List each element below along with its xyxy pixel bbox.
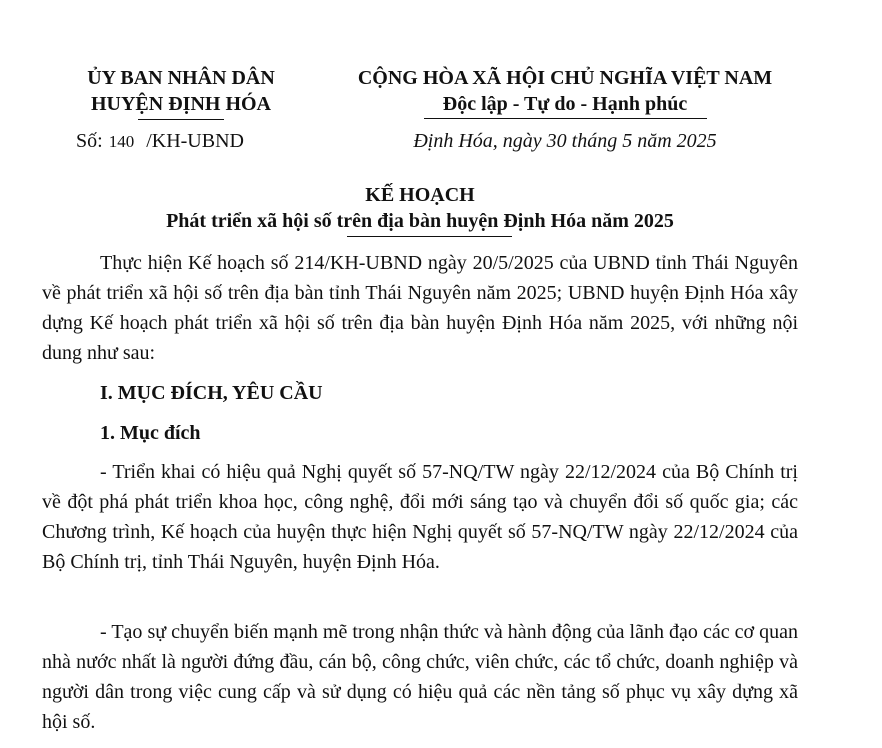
national-title: CỘNG HÒA XÃ HỘI CHỦ NGHĨA VIỆT NAM <box>357 67 773 89</box>
section-heading-1: I. MỤC ĐÍCH, YÊU CẦU <box>100 382 323 404</box>
subtitle-underline <box>347 236 512 237</box>
document-title: KẾ HOẠCH <box>365 184 475 206</box>
intro-paragraph: Thực hiện Kế hoạch số 214/KH-UBND ngày 20/5/2025 của UBND tỉnh Thái Nguyên về phát triển xã hội số trên địa bàn tỉnh Thái Nguyên năm 2025; UBND huyện Định Hóa xây dựng Kế hoạch phát triển xã hội số trên địa bàn huyện Định Hóa năm 2025, với những nội dung như sau: <box>42 252 798 364</box>
document-number <box>76 128 244 155</box>
national-motto: Độc lập - Tự do - Hạnh phúc <box>442 93 688 115</box>
document-number-value: 140 <box>108 132 135 151</box>
agency-underline <box>138 119 224 120</box>
motto-underline <box>424 118 707 119</box>
document-subtitle: Phát triển xã hội số trên địa bàn huyện Định Hóa năm 2025 <box>166 210 674 232</box>
document-date: Định Hóa, ngày 30 tháng 5 năm 2025 <box>413 130 717 152</box>
agency-name-line2: HUYỆN ĐỊNH HÓA <box>90 93 271 115</box>
agency-name-line1: ỦY BAN NHÂN DÂN <box>87 67 275 89</box>
subsection-heading-1-1: 1. Mục đích <box>100 422 201 444</box>
purpose-bullet-2: - Tạo sự chuyển biến mạnh mẽ trong nhận thức và hành động của lãnh đạo các cơ quan nhà nước nhất là người đứng đầu, cán bộ, công chức, viên chức, các tổ chức, doanh nghiệp và người dân trong việc cung cấp và sử dụng có hiệu quả các nền tảng số phục vụ xây dựng xã hội số. <box>42 621 798 733</box>
document-number-label: Số: <box>76 130 103 152</box>
document-number-suffix: /KH-UBND <box>146 130 244 152</box>
purpose-bullet-1: - Triển khai có hiệu quả Nghị quyết số 57-NQ/TW ngày 22/12/2024 của Bộ Chính trị về đột phá phát triển khoa học, công nghệ, đổi mới sáng tạo và chuyển đổi số quốc gia; các Chương trình, Kế hoạch của huyện thực hiện Nghị quyết số 57-NQ/TW ngày 22/12/2024 của Bộ Chính trị, tỉnh Thái Nguyên, huyện Định Hóa. <box>42 461 798 573</box>
